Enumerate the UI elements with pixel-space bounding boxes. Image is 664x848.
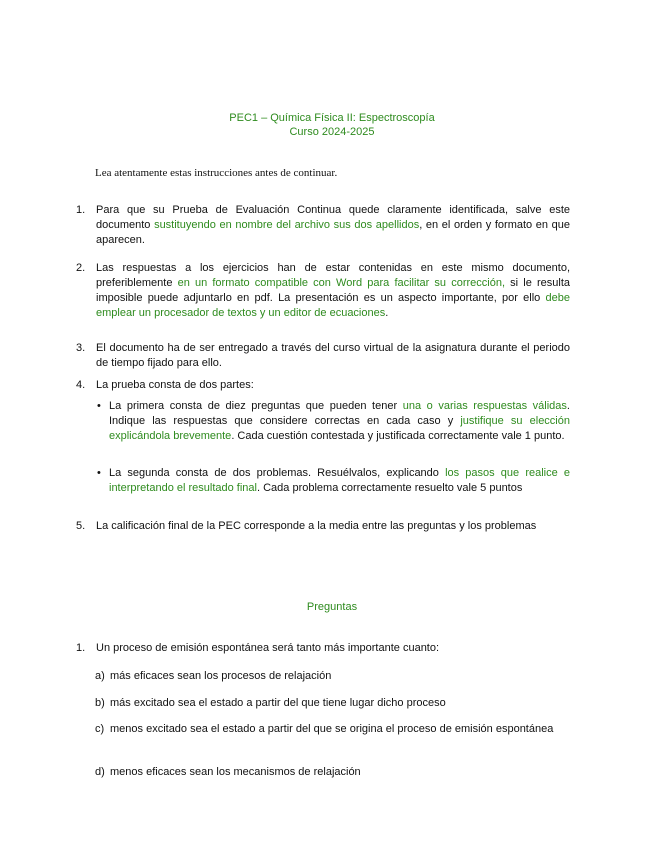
option-b [95,696,570,711]
highlight-text: en un formato compatible con Word para facilitar su corrección, [177,277,506,289]
option-label: d) [95,766,105,778]
instruction-number: 5. [76,520,86,532]
question-1 [76,641,570,656]
intro-text: Lea atentamente estas instrucciones antes de continuar. [95,167,338,179]
question-text: Un proceso de emisión espontánea será tanto más importante cuanto: [96,642,440,654]
option-label: c) [95,723,105,735]
instruction-number: 4. [76,379,86,391]
instruction-number: 3. [76,342,86,354]
question-number: 1. [76,642,86,654]
instruction-number: 1. [76,204,86,216]
questions-heading: Preguntas [306,601,358,613]
option-d [95,765,570,780]
part-item-2: • La segunda consta de dos problemas. Resuélvalos, explicando los pasos que realice e interpretando el resultado final. Cada problema correctamente resuelto vale 5 puntos [97,467,570,494]
instruction-item-2: 2. Las respuestas a los ejercicios han de estar contenidas en este mismo documento, preferiblemente en un formato compatible con Word para facilitar su corrección, si le resulta imposible puede adjuntarlo en pdf. La presentación es un aspecto importante, por ello debe emplear un procesador de textos y un editor de ecuaciones. [76,262,570,319]
instruction-item-1: 1. Para que su Prueba de Evaluación Continua quede claramente identificada, salve este documento sustituyendo en nombre del archivo sus dos apellidos, en el orden y formato en que aparecen. [76,204,570,246]
part-item-1: • La primera consta de diez preguntas que pueden tener una o varias respuestas válidas. Indique las respuestas que considere correctas en cada caso y justifique su elección explicándola brevemente. Cada cuestión contestada y justificada correctamente vale 1 punto. [97,400,570,442]
highlight-text: sustituyendo en nombre del archivo sus dos apellidos [154,219,420,231]
bullet-icon: • [97,467,101,479]
document-title [0,111,664,139]
instruction-item-5: 5. La calificación final de la PEC corresponde a la media entre las preguntas y los problemas [76,520,537,532]
instruction-item-4: 4. La prueba consta de dos partes: [76,379,254,391]
option-text: más eficaces sean los procesos de relajación [110,670,332,682]
highlight-text: debe emplear un procesador de textos y un editor de ecuaciones [96,292,570,319]
option-label: b) [95,697,105,709]
highlight-text: justifique su elección explicándola brevemente [109,415,570,442]
bullet-icon: • [97,400,101,412]
option-text: más excitado sea el estado a partir del que tiene lugar dicho proceso [110,697,446,709]
instruction-item-3: 3. El documento ha de ser entregado a través del curso virtual de la asignatura durante el periodo de tiempo fijado para ello. [76,342,570,369]
title-line-1: PEC1 – Química Física II: Espectroscopía [229,112,435,124]
option-text: menos excitado sea el estado a partir del que se origina el proceso de emisión espontánea [110,723,554,735]
instruction-number: 2. [76,262,86,274]
option-c [95,722,570,737]
highlight-text: una o varias respuestas válidas [402,400,567,412]
title-line-2: Curso 2024-2025 [289,126,375,138]
option-text: menos eficaces sean los mecanismos de relajación [110,766,361,778]
highlight-text: los pasos que realice e interpretando el resultado final [109,467,570,494]
option-a [95,669,570,684]
option-label: a) [95,670,105,682]
